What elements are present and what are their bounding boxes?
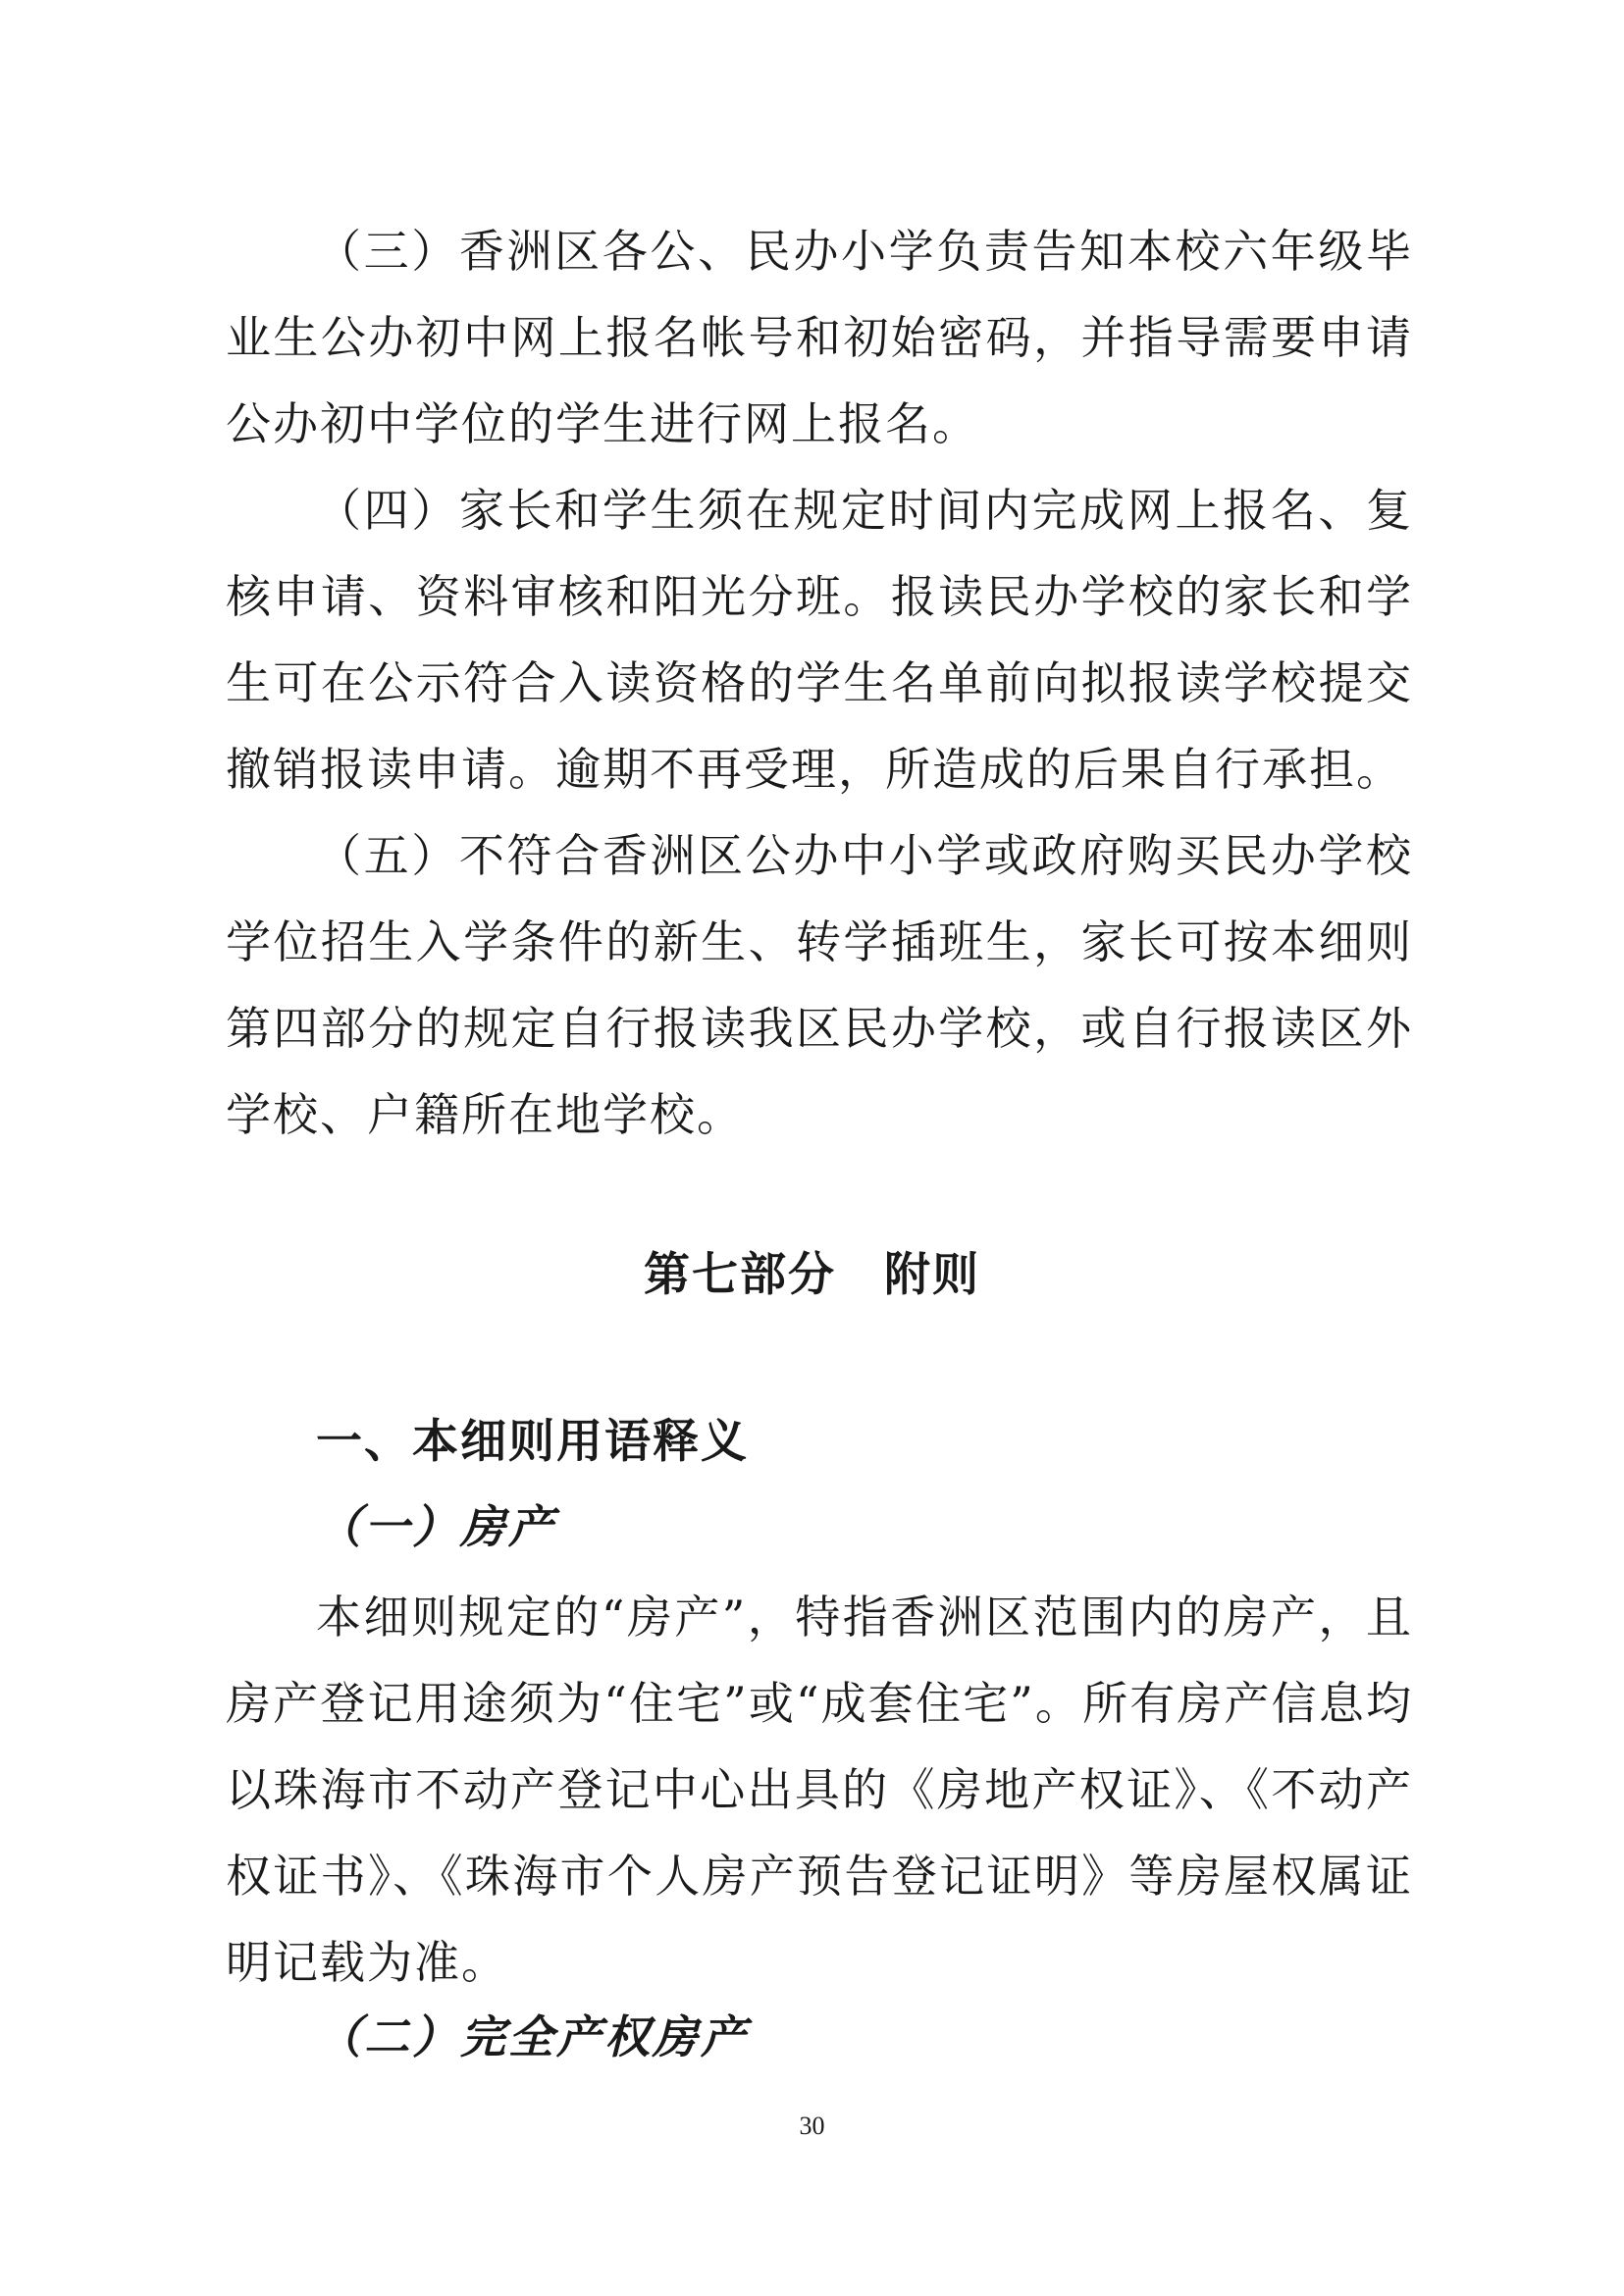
subsection-title-1: （一）房产 [316, 1500, 556, 1553]
paragraph-item-3: （三）香洲区各公、民办小学负责告知本校六年级毕业生公办初中网上报名帐号和初始密码，并指导需要申请公办初中学位的学生进行网上报名。 [226, 225, 1413, 450]
subsection-body-1: 本细则规定的“房产”，特指香洲区范围内的房产，且房产登记用途须为“住宅”或“成套住宅”。所有房产信息均以珠海市不动产登记中心出具的《房地产权证》、《不动产权证书》、《珠海市个人房产预告登记证明》等房屋权属证明记载为准。 [226, 1591, 1413, 1989]
page-number: 30 [799, 2112, 825, 2140]
section-title: 一、本细则用语释义 [316, 1415, 749, 1469]
subsection-title-2: （二）完全产权房产 [316, 2010, 749, 2063]
paragraph-item-5: （五）不符合香洲区公办中小学或政府购买民办学校学位招生入学条件的新生、转学插班生，家长可按本细则第四部分的规定自行报读我区民办学校，或自行报读区外学校、户籍所在地学校。 [226, 829, 1413, 1141]
part-title: 第七部分 附则 [644, 1248, 980, 1302]
paragraph-item-4: （四）家长和学生须在规定时间内完成网上报名、复核申请、资料审核和阳光分班。报读民办学校的家长和学生可在公示符合入读资格的学生名单前向拟报读学校提交撤销报读申请。逾期不再受理，所造成的后果自行承担。 [226, 484, 1413, 796]
